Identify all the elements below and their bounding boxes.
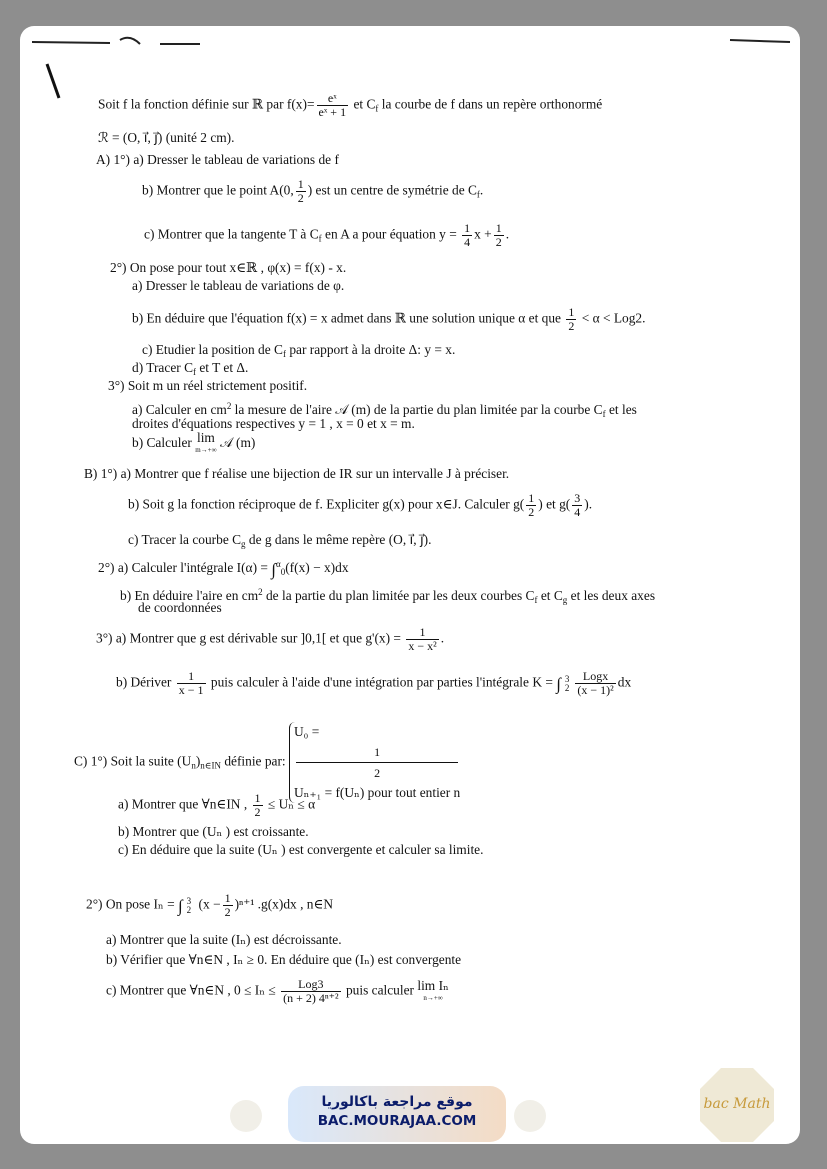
question-a2a: a) Dresser le tableau de variations de φ. (132, 278, 345, 293)
question-a2b: b) En déduire que l'équation f(x) = x admet dans ℝ une solution unique α et que $\frac{1}{2}$ < α < Log2. (132, 305, 646, 333)
question-a2: 2°) On pose pour tout x∈ℝ , φ(x) = f(x) - x. (110, 260, 347, 275)
question-a2d: d) Tracer $C_f$ et T et Δ. (132, 360, 249, 377)
site-banner[interactable] (288, 1086, 506, 1142)
badge-left-icon (230, 1100, 262, 1132)
question-b1c: c) Tracer la courbe $C_g$ de g dans le même repère (O, i⃗, j⃗). (128, 532, 432, 549)
site-name-arabic: موقع مراجعة باكالوريا (321, 1094, 473, 1110)
question-c2: 2°) On pose Iₙ = ∫ 3 2 (x − $\frac{1}{2}$ )ⁿ⁺¹ .g(x)dx , n∈N (86, 891, 334, 919)
document-page (20, 26, 800, 1144)
margin-stroke (44, 62, 64, 102)
question-c2c: c) Montrer que ∀n∈N , 0 ≤ Iₙ ≤ $\frac{\text{Log3}}{\text{(n + 2) 4ⁿ⁺²}}$ puis calculer lim Iₙ n→+∞ (106, 977, 449, 1005)
question-c1c: c) En déduire que la suite (Uₙ ) est convergente et calculer sa limite. (118, 842, 484, 857)
intro-line: Soit f la fonction définie sur ℝ par f(x)= $\frac{\text{eˣ}}{\text{eˣ + 1}}$ et $C_f$ la courbe de f dans un repère orthonormé (98, 91, 603, 119)
question-c2b: b) Vérifier que ∀n∈N , Iₙ ≥ 0. En déduire que (Iₙ) est convergente (106, 952, 462, 967)
bac-math-logo: bac Math (698, 1066, 776, 1144)
header-scrawl (30, 34, 800, 52)
frame-line: ℛ = (O, i⃗, j⃗) (unité 2 cm). (98, 130, 235, 145)
question-a2c: c) Etudier la position de $C_f$ par rapport à la droite Δ: y = x. (142, 342, 456, 359)
question-c2a: a) Montrer que la suite (Iₙ) est décroissante. (106, 932, 342, 947)
question-b2b-cont: de coordonnées (138, 600, 222, 615)
question-a3a-cont: droites d'équations respectives y = 1 , x = 0 et x = m. (132, 416, 415, 431)
question-b3b: b) Dériver $\frac{1}{x - 1}$ puis calculer à l'aide d'une intégration par parties l'intégrale K = ∫ 3 2 $\frac{\text{Logx}}{\text{(x − 1)²}}$ dx (116, 669, 632, 697)
question-b1a: B) 1°) a) Montrer que f réalise une bijection de IR sur un intervalle J à préciser. (84, 466, 510, 481)
sequence-definition: U₀ = 1 2 Uₙ₊₁ = f(Uₙ) pour tout entier n (289, 722, 460, 803)
question-c1a: a) Montrer que ∀n∈IN , $\frac{1}{2}$ ≤ Uₙ ≤ α (118, 791, 316, 819)
question-a1b: b) Montrer que le point A(0, $\frac{1}{2}$ ) est un centre de symétrie de $C_f$. (142, 177, 484, 205)
question-c1: C) 1°) Soit la suite $(U_n)_{n\in IN}$ définie par: U₀ = 1 2 Uₙ₊₁ = f(Uₙ) pour tout entier n (74, 722, 460, 803)
question-b1b: b) Soit g la fonction réciproque de f. Expliciter g(x) pour x∈J. Calculer g( $\frac{1}{2}$ ) et g( $\frac{3}{4}$ ). (128, 491, 593, 519)
question-a1c: c) Montrer que la tangente T à $C_f$ en A a pour équation y = $\frac{1}{4}$ x + $\frac{1}{2}$ . (144, 221, 510, 249)
question-a3a: a) Calculer en $cm^2$ la mesure de l'aire 𝒜 (m) de la partie du plan limitée par la courbe $C_f$ et les (132, 401, 637, 419)
badge-right-icon (514, 1100, 546, 1132)
question-a3b: b) Calculer lim m→+∞ 𝒜 (m) (132, 430, 256, 454)
question-a1a: A) 1°) a) Dresser le tableau de variations de f (96, 152, 339, 167)
question-c1b: b) Montrer que (Uₙ ) est croissante. (118, 824, 309, 839)
question-b3a: 3°) a) Montrer que g est dérivable sur ]0,1[ et que g'(x) = $\frac{1}{\text{x − x²}}$ . (96, 625, 445, 653)
site-url[interactable]: BAC.MOURAJAA.COM (317, 1113, 477, 1129)
question-b2a: 2°) a) Calculer l'intégrale I(α) = ∫$^\alpha_0$(f(x) − x)dx (98, 559, 349, 579)
question-b2b: b) En déduire l'aire en $cm^2$ de la partie du plan limitée par les deux courbes $C_f$ et $C_g$ et les deux axes (120, 587, 656, 605)
question-a3: 3°) Soit m un réel strictement positif. (108, 378, 308, 393)
